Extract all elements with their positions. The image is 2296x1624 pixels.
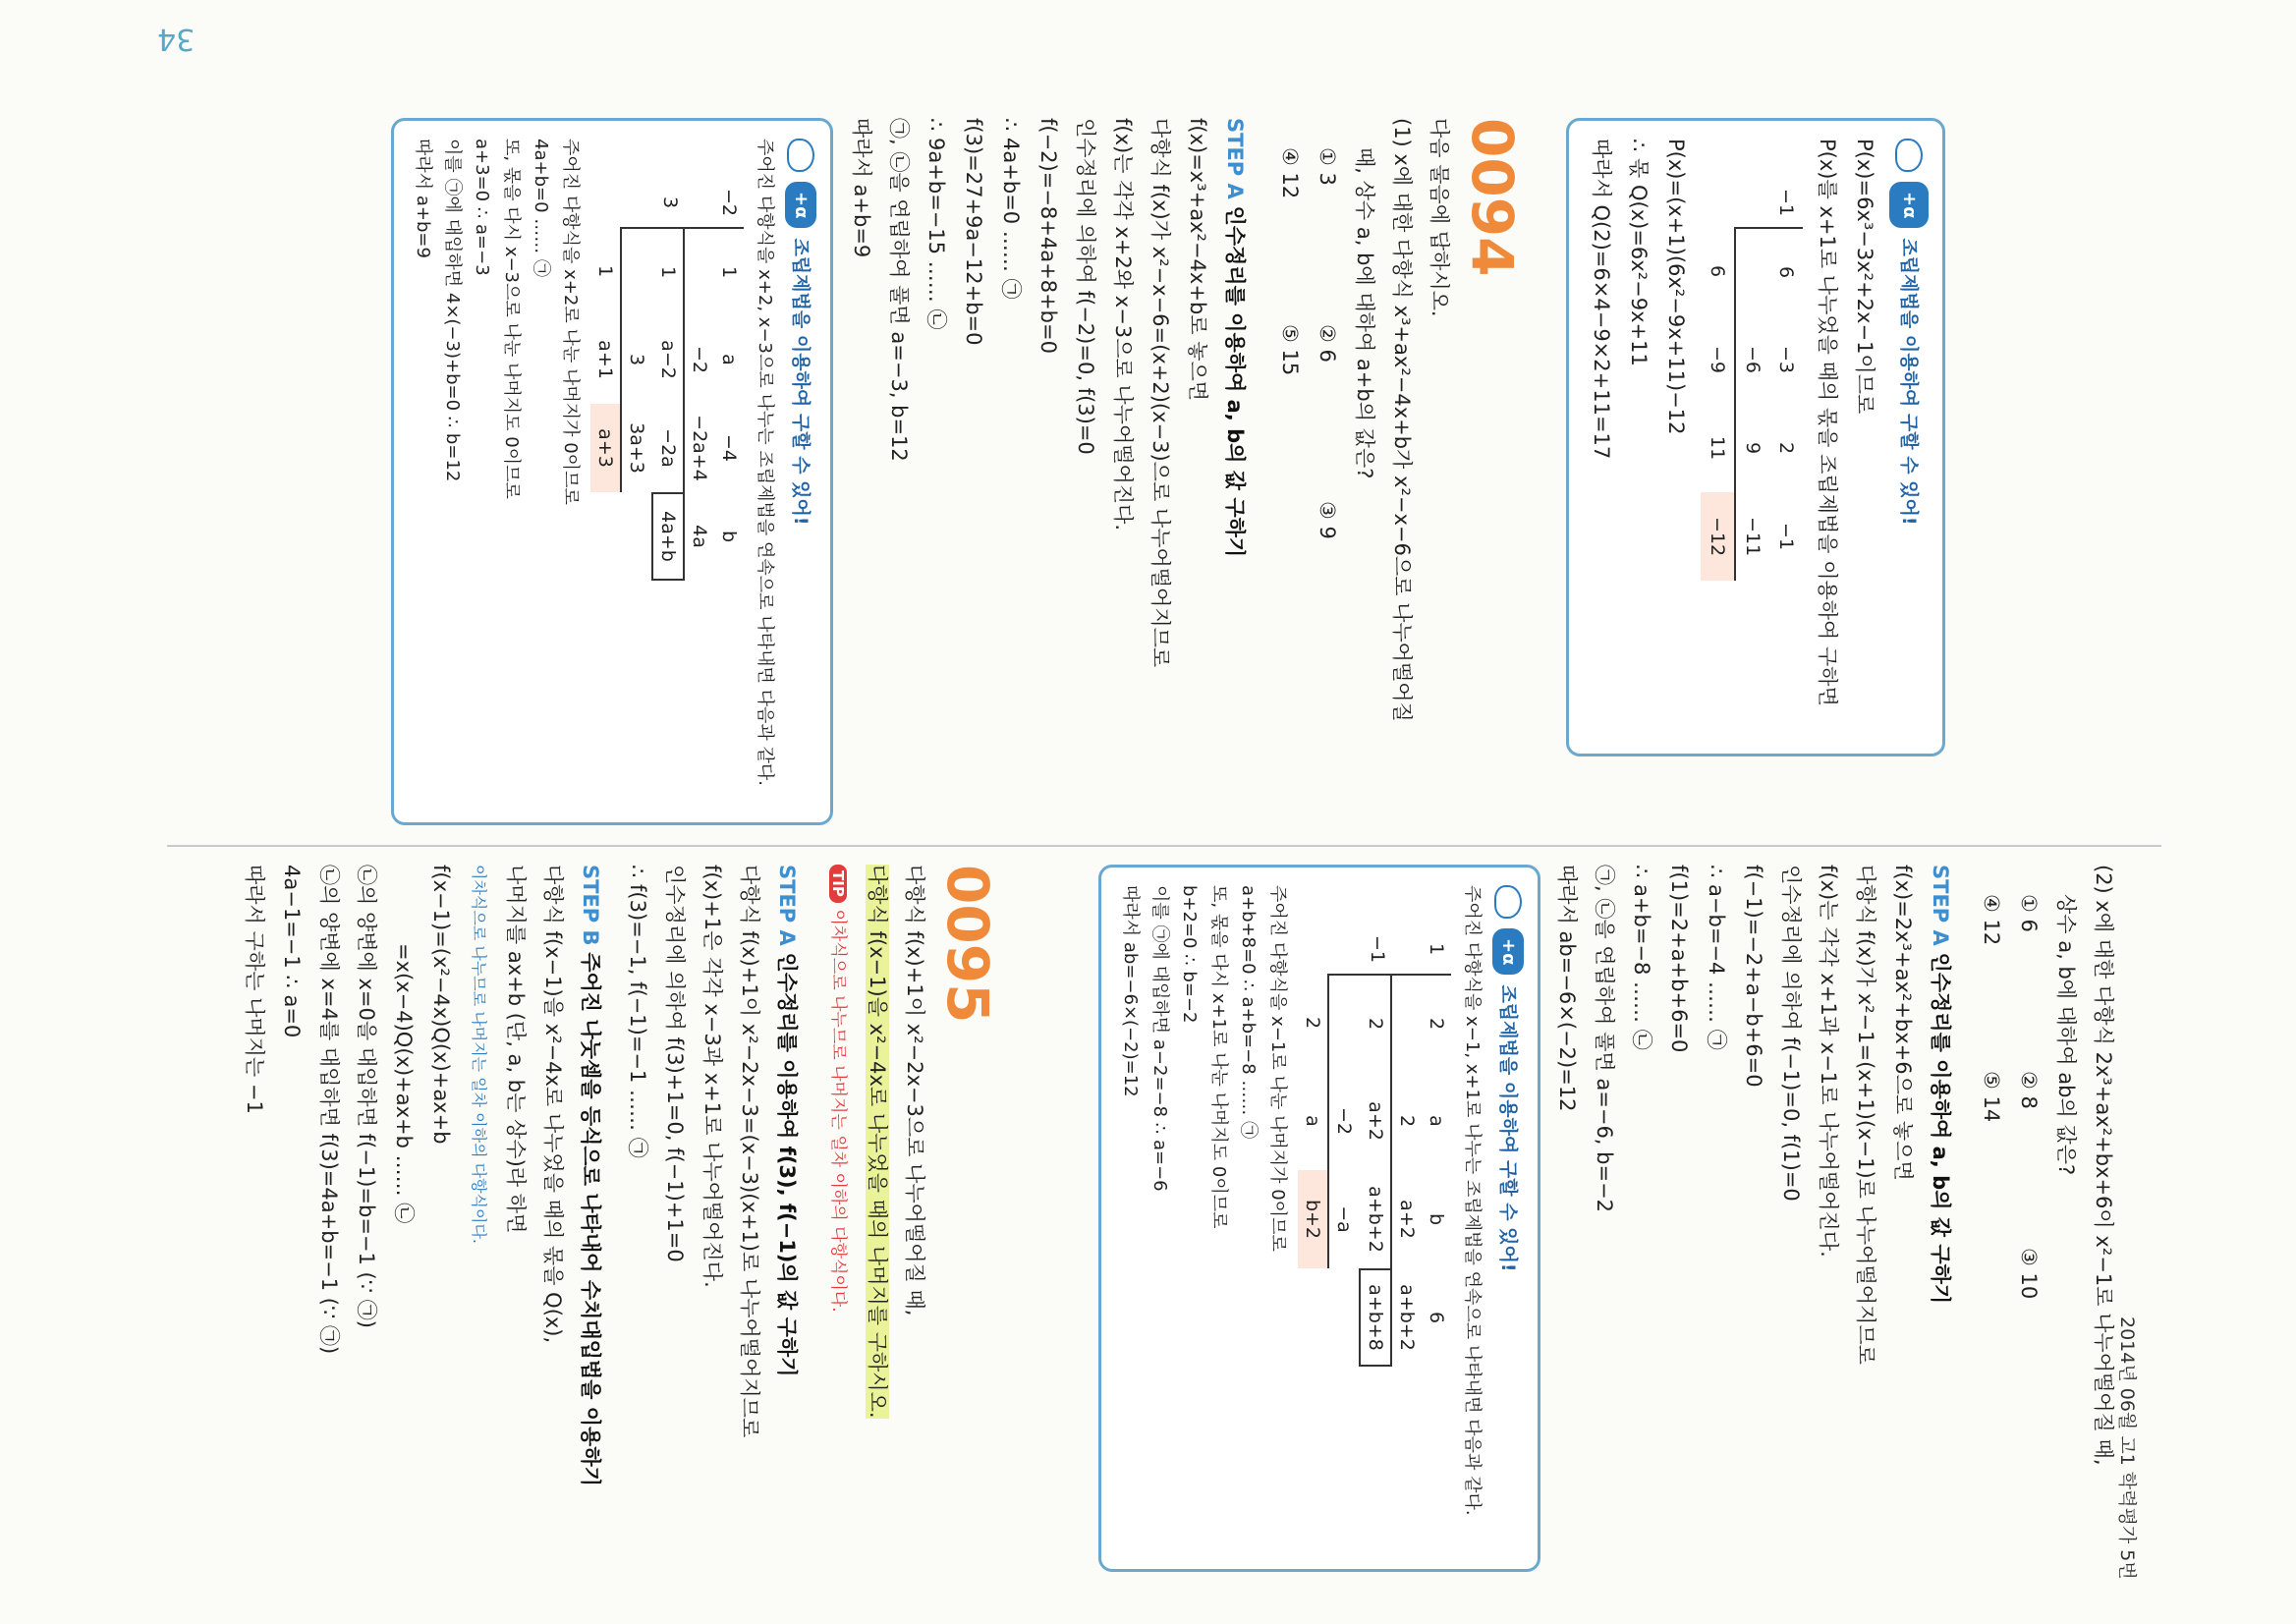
cell: −11 <box>1742 516 1764 557</box>
divisor: 3 <box>659 196 681 209</box>
remainder-cell: a+b+8 <box>1359 1268 1392 1367</box>
cell: −3 <box>1775 345 1797 373</box>
hint-line: 또, 몫을 다시 x−3으로 나눈 나머지도 0이므로 <box>501 139 522 499</box>
cell: a+1 <box>590 315 622 404</box>
hint-line: 이를 ㉠에 대입하면 a−2=−8 ∴ a=−6 <box>1149 885 1170 1192</box>
problem-0095 <box>0 865 1002 1572</box>
page-number: 34 <box>157 22 196 56</box>
synthetic-division-table <box>1701 178 1803 736</box>
choice[interactable]: ② 6 <box>1316 324 1339 363</box>
solution-line: f(1)=2+a+b+6=0 <box>1667 865 1691 1053</box>
divisor: −2 <box>718 188 740 216</box>
cell: 3a+3 <box>626 422 647 474</box>
hint-line: 주어진 다항식을 x−1로 나눈 나머지가 0이므로 <box>1267 885 1288 1252</box>
choices <box>1271 118 1346 825</box>
step-label: STEP A <box>1929 865 1952 946</box>
solution-line: f(x)는 각각 x+1과 x−1로 나누어떨어진다. <box>1817 865 1840 1258</box>
remainder-cell: a+3 <box>590 404 622 492</box>
cell: 4a <box>689 525 710 548</box>
tip-text: 이차식으로 나누므로 나머지는 일차 이하의 다항식이다. <box>828 909 848 1313</box>
hint-box-0094 <box>391 118 833 825</box>
cell: 3 <box>626 353 647 366</box>
choice[interactable]: ④ 12 <box>1980 894 2003 946</box>
solution-line: 따라서 ab=−6×(−2)=12 <box>1555 865 1579 1112</box>
choice[interactable]: ① 3 <box>1316 147 1339 186</box>
hint-box-0093 <box>1566 118 1945 756</box>
step-title: 인수정리를 이용하여 f(3), f(−1)의 값 구하기 <box>775 952 799 1377</box>
note-line: 이차식으로 나누므로 나머지는 일차 이하의 다항식이다. <box>470 865 488 1245</box>
cell: a−2 <box>651 315 685 404</box>
solution-line: 따라서 구하는 나머지는 −1 <box>243 865 266 1114</box>
solution-line: 따라서 a+b=9 <box>850 118 873 258</box>
solution-line: ∴ 9a+b=−15 …… ㉡ <box>924 118 948 330</box>
choice[interactable]: ③ 9 <box>1316 501 1339 539</box>
divisor: −1 <box>1367 934 1388 963</box>
solution-line: ∴ a−b=−4 …… ㉠ <box>1705 865 1728 1050</box>
question-line: 다항식 f(x)+1이 x²−2x−3으로 나누어떨어질 때, <box>903 865 926 1316</box>
question-line: 때, 상수 a, b에 대하여 a+b의 값은? <box>1353 147 1376 479</box>
solution-line: 인수정리에 의하여 f(−1)=0, f(1)=0 <box>1779 865 1803 1202</box>
cell: −9 <box>1701 315 1736 404</box>
solution-line: 다항식 f(x)가 x²−1=(x+1)(x−1)로 나누어떨어지므로 <box>1854 865 1877 1365</box>
synthetic-division-table <box>1298 924 1451 1551</box>
hint-title: 조립제법을 이용하여 구할 수 있어! <box>790 238 812 526</box>
solution-line: 인수정리에 의하여 f(3)+1=0, f(−1)+1=0 <box>663 865 687 1262</box>
hint-line: 4a+b=0 …… ㉠ <box>531 139 551 277</box>
cell: 1 <box>714 227 744 315</box>
remainder-cell: b+2 <box>1298 1170 1329 1268</box>
cell: 6 <box>1701 227 1736 315</box>
solution-line: f(x−1)=(x²−4x)Q(x)+ax+b <box>429 865 453 1145</box>
question-line: 상수 a, b에 대하여 ab의 값은? <box>2054 894 2078 1176</box>
choice[interactable]: ② 8 <box>2017 1071 2041 1109</box>
hint-line: 따라서 ab=−6×(−2)=12 <box>1120 885 1141 1097</box>
hint-title: 조립제법을 이용하여 구할 수 있어! <box>1898 238 1920 526</box>
cell <box>622 227 651 315</box>
hint-line: ∴ 몫 Q(x)=6x²−9x+11 <box>1627 139 1651 366</box>
source-note: 2014년 06월 고1 학력평가 5번 <box>2116 1316 2138 1580</box>
cell: 2 <box>1422 974 1451 1072</box>
solution-line: 4a−1=−1 ∴ a=0 <box>280 865 304 1038</box>
hint-line: 따라서 Q(2)=6×4−9×2+11=17 <box>1590 139 1613 460</box>
step-title: 인수정리를 이용하여 a, b의 값 구하기 <box>1929 952 1952 1305</box>
solution-line: f(3)=27+9a−12+b=0 <box>962 118 985 346</box>
cell: −6 <box>1742 345 1764 373</box>
cell: −2 <box>1333 1106 1355 1135</box>
hint-line: P(x)=6x³−3x²+2x−1이므로 <box>1853 139 1876 415</box>
hint-line: 주어진 다항식을 x+2로 나눈 나머지가 0이므로 <box>560 139 581 505</box>
step-title: 인수정리를 이용하여 a, b의 값 구하기 <box>1223 205 1247 558</box>
question-line: 다항식 f(x−1)을 x²−4x로 나누었을 때의 나머지를 구하시오. <box>866 865 889 1419</box>
question-line: (1) x에 대한 다항식 x³+ax²−4x+b가 x²−x−6으로 나누어떨어질 <box>1390 118 1414 722</box>
solution-line: 인수정리에 의하여 f(−2)=0, f(3)=0 <box>1074 118 1097 455</box>
remainder-cell: 4a+b <box>651 492 685 581</box>
cell: a+b+2 <box>1396 1284 1418 1351</box>
cell <box>1736 227 1769 315</box>
cell: 1 <box>590 227 622 315</box>
choice[interactable]: ① 6 <box>2017 894 2041 932</box>
choice[interactable]: ⑤ 15 <box>1278 324 1302 376</box>
cell: a <box>718 354 740 365</box>
cell: −4 <box>718 433 740 462</box>
plus-alpha-badge: +α <box>1889 182 1929 228</box>
cell: a+2 <box>1396 1200 1418 1239</box>
solution-line: 다항식 f(x−1)을 x²−4x로 나누었을 때의 몫을 Q(x), <box>541 865 565 1344</box>
hint-line: b+2=0 ∴ b=−2 <box>1179 885 1200 1024</box>
synthetic-division-table <box>590 178 744 805</box>
hint-line: a+b+8=0 ∴ a+b=−8 …… ㉠ <box>1238 885 1259 1140</box>
step-label: STEP A <box>1223 118 1247 199</box>
plus-alpha-badge: +α <box>785 182 816 228</box>
remainder-cell: −12 <box>1701 492 1736 581</box>
hint-box-left <box>1098 865 1540 1572</box>
solution-line: f(−1)=−2+a−b+6=0 <box>1742 865 1765 1088</box>
cell: b <box>1426 1212 1447 1226</box>
hint-line: P(x)를 x+1로 나누었을 때의 몫을 조립제법을 이용하여 구하면 <box>1816 139 1839 706</box>
cell: a <box>1426 1115 1447 1127</box>
step-title: 주어진 나눗셈을 등식으로 나타내어 수치대입법을 이용하기 <box>579 952 602 1486</box>
solution-line: f(x)=x³+ax²−4x+b로 놓으면 <box>1186 118 1209 402</box>
solution-line: =x(x−4)Q(x)+ax+b …… ㉡ <box>392 943 416 1224</box>
solution-line: ㉡의 양변에 x=4를 대입하면 f(3)=4a+b=−1 (∵ ㉠) <box>317 865 341 1355</box>
solution-line: ㉡의 양변에 x=0을 대입하면 f(−1)=b=−1 (∵ ㉠) <box>355 865 378 1328</box>
step-label: STEP A <box>775 865 799 946</box>
upper-column <box>334 118 1945 825</box>
problem-intro: 다음 물음에 답하시오. <box>1428 118 1451 317</box>
choices <box>1973 865 2047 1572</box>
choice[interactable]: ④ 12 <box>1278 147 1302 199</box>
hint-line: 또, 몫을 다시 x+1로 나눈 나머지도 0이므로 <box>1208 885 1229 1229</box>
solution-line: 다항식 f(x)+1이 x²−2x−3=(x−3)(x+1)로 나누어떨어지므로 <box>738 865 761 1438</box>
choice[interactable]: ③ 10 <box>2017 1248 2041 1300</box>
step-label: STEP B <box>579 865 602 946</box>
cell <box>1329 1268 1359 1367</box>
cell: a+2 <box>1359 1072 1392 1170</box>
cell: −2a+4 <box>689 415 710 481</box>
solution-line: f(x)+1은 각각 x−3과 x+1로 나누어떨어진다. <box>700 865 724 1288</box>
cell: −2 <box>689 345 710 373</box>
divisor: 1 <box>1426 942 1447 956</box>
cell: b <box>718 530 740 543</box>
solution-line: ㉠, ㉡을 연립하여 풀면 a=−6, b=−2 <box>1593 865 1616 1213</box>
mascot-icon <box>1895 139 1923 172</box>
hint-line: 주어진 다항식을 x−1, x+1로 나누는 조립제법을 연속으로 나타내면 다음과 같다. <box>1462 885 1483 1516</box>
cell <box>1329 974 1359 1072</box>
cell <box>1392 974 1422 1072</box>
cell: 6 <box>1769 227 1803 315</box>
solution-line: 다항식 f(x)가 x²−x−6=(x+2)(x−3)으로 나누어떨어지므로 <box>1148 118 1172 668</box>
solution-line: f(−2)=−8+4a+8+b=0 <box>1036 118 1060 354</box>
hint-line: 따라서 a+b=9 <box>413 139 433 258</box>
tip-badge: TIP <box>829 865 847 903</box>
cell <box>685 227 714 315</box>
cell: 2 <box>1359 974 1392 1072</box>
mascot-icon <box>787 139 814 172</box>
solution-line: ㉠, ㉡을 연립하여 풀면 a=−3, b=12 <box>887 118 911 462</box>
hint-line: a+3=0 ∴ a=−3 <box>472 139 492 276</box>
cell: 6 <box>1426 1311 1447 1324</box>
cell: 1 <box>651 227 685 315</box>
column-divider <box>167 845 2161 847</box>
cell: 2 <box>1298 974 1329 1072</box>
problem-0094 <box>843 118 1527 825</box>
solution-line: f(x)=2x³+ax²+bx+6으로 놓으면 <box>1891 865 1915 1181</box>
cell: −a <box>1333 1205 1355 1233</box>
choice[interactable]: ⑤ 14 <box>1980 1071 2003 1123</box>
mascot-icon <box>1494 885 1522 919</box>
plus-alpha-badge: +α <box>1492 928 1524 975</box>
problem-number: 0094 <box>1459 118 1526 277</box>
cell: a+b+2 <box>1359 1170 1392 1268</box>
hint-line: 주어진 다항식을 x+2, x−3으로 나누는 조립제법을 연속으로 나타내면 다음과 같다. <box>755 139 775 786</box>
cell <box>590 492 622 581</box>
solution-line: f(x)는 각각 x+2와 x−3으로 나누어떨어진다. <box>1111 118 1135 532</box>
problem-number: 0095 <box>934 865 1001 1024</box>
solution-line: ∴ a+b=−8 …… ㉡ <box>1630 865 1653 1050</box>
cell: a <box>1298 1072 1329 1170</box>
hint-title: 조립제법을 이용하여 구할 수 있어! <box>1497 984 1519 1272</box>
cell: 2 <box>1775 441 1797 455</box>
hint-line: P(x)=(x+1)(6x²−9x+11)−12 <box>1664 139 1688 435</box>
solution-line: ∴ 4a+b=0 …… ㉠ <box>999 118 1023 300</box>
cell: −1 <box>1775 522 1797 550</box>
cell <box>1298 1268 1329 1367</box>
cell: 11 <box>1701 404 1736 492</box>
hint-line: 이를 ㉠에 대입하면 4×(−3)+b=0 ∴ b=12 <box>442 139 463 482</box>
question-line: (2) x에 대한 다항식 2x³+ax²+bx+6이 x²−1로 나누어떨어질 때, <box>2092 865 2115 1466</box>
divisor: −1 <box>1775 188 1797 216</box>
cell <box>622 492 651 581</box>
cell: −2a <box>651 404 685 492</box>
solution-line: ∴ f(3)=−1, f(−1)=−1 …… ㉠ <box>626 865 649 1158</box>
solution-line: 나머지를 ax+b (단, a, b는 상수)라 하면 <box>504 865 528 1234</box>
cell: 9 <box>1742 441 1764 455</box>
cell: 2 <box>1396 1114 1418 1128</box>
